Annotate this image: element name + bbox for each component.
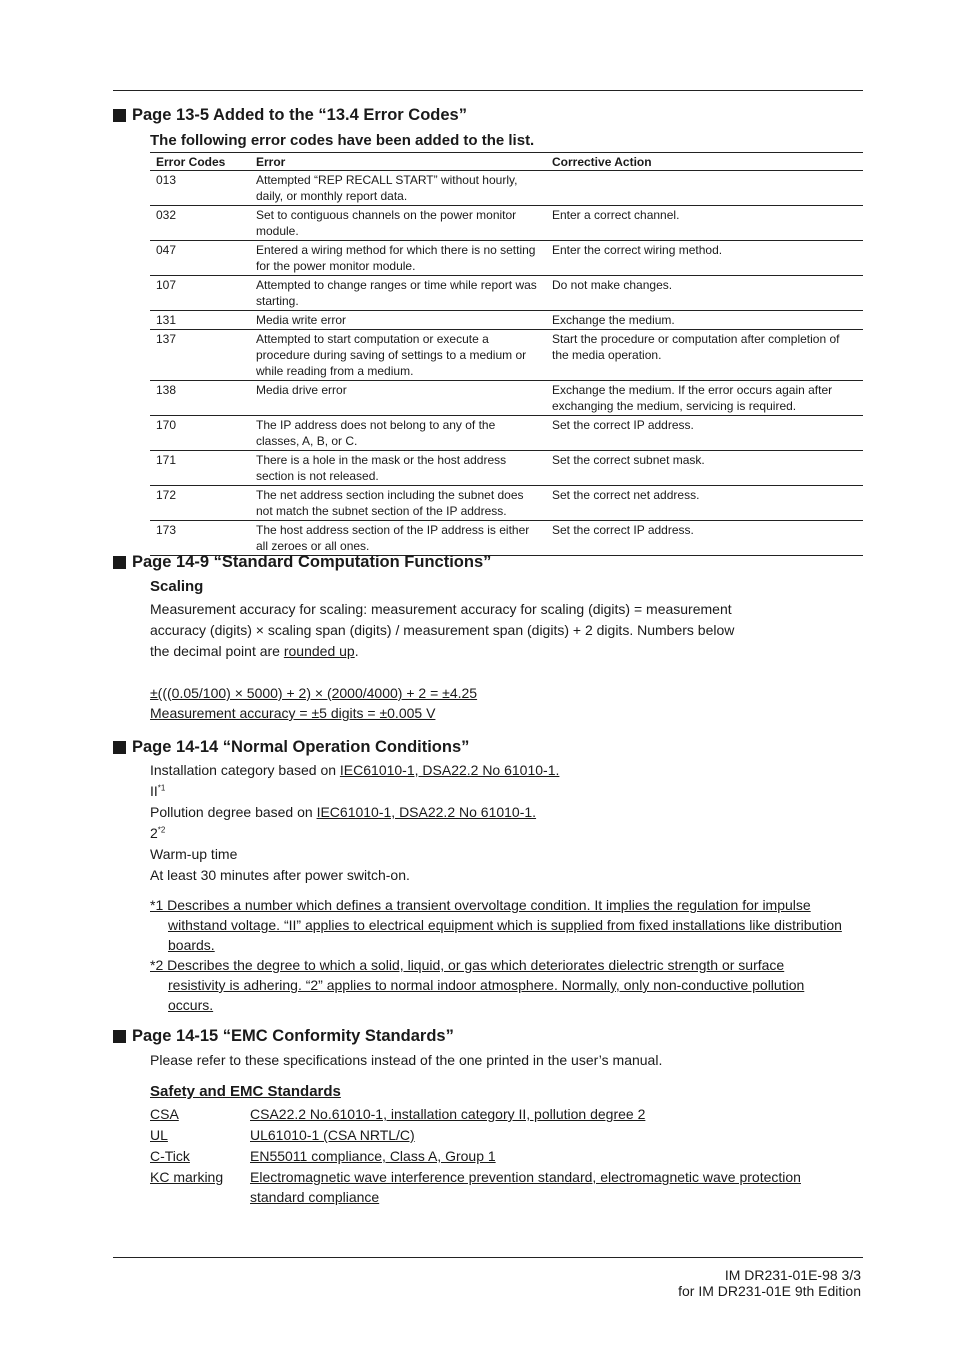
error-code-cell: 171 — [150, 451, 250, 486]
corrective-action-cell: Exchange the medium. — [546, 311, 863, 330]
text: Installation category based on — [150, 762, 340, 778]
scaling-paragraph-line1: Measurement accuracy for scaling: measurement accuracy for scaling (digits) = measurement — [150, 601, 732, 617]
error-code-cell: 131 — [150, 311, 250, 330]
bullet-square-icon — [113, 741, 126, 754]
error-desc-cell: Attempted to change ranges or time while report was starting. — [250, 276, 546, 311]
text: the decimal point are — [150, 643, 284, 659]
pollution-degree-line — [150, 802, 536, 823]
error-desc-cell: The net address section including the subnet does not match the subnet section of the IP address. — [250, 486, 546, 521]
section-heading-emc — [113, 1027, 454, 1046]
error-code-cell: 032 — [150, 206, 250, 241]
corrective-action-cell: Set the correct IP address. — [546, 416, 863, 451]
footnote-1 — [150, 895, 866, 955]
error-codes-intro: The following error codes have been added to the list. — [150, 132, 535, 149]
bullet-square-icon — [113, 1030, 126, 1043]
corrective-action-cell: Set the correct subnet mask. — [546, 451, 863, 486]
bullet-square-icon — [113, 556, 126, 569]
corrective-action-cell: Enter the correct wiring method. — [546, 241, 863, 276]
pollution-degree-value — [150, 823, 165, 844]
corrective-action-cell: Start the procedure or computation after completion of the media operation. — [546, 330, 863, 381]
error-desc-cell: Attempted “REP RECALL START” without hourly, daily, or monthly report data. — [250, 171, 546, 206]
standard-key: KC marking — [150, 1169, 224, 1185]
installation-category-line — [150, 760, 559, 781]
standard-value: CSA22.2 No.61010-1, installation category II, pollution degree 2 — [250, 1106, 646, 1122]
footnote-ref: *1 — [157, 783, 166, 793]
standard-ref: IEC61010-1, DSA22.2 No 61010-1. — [316, 804, 537, 820]
error-desc-cell: Media write error — [250, 311, 546, 330]
standard-value: Electromagnetic wave interference prevention standard, electromagnetic wave protection — [250, 1169, 801, 1185]
value: 2 — [150, 825, 158, 841]
footnote-line: *2 Describes the degree to which a solid, liquid, or gas which deteriorates dielectric strength or surface — [150, 957, 785, 973]
table-row — [150, 241, 863, 276]
standard-key: C-Tick — [150, 1148, 190, 1164]
section-heading-operation-conditions — [113, 738, 469, 757]
col-header-error: Error — [250, 153, 546, 171]
error-code-cell: 013 — [150, 171, 250, 206]
section-heading-error-codes — [113, 106, 467, 125]
section-heading-computation — [113, 553, 491, 572]
error-code-cell: 047 — [150, 241, 250, 276]
standard-ref: IEC61010-1, DSA22.2 No 61010-1. — [339, 762, 560, 778]
value: II — [150, 783, 158, 799]
error-desc-cell: Entered a wiring method for which there is no setting for the power monitor module. — [250, 241, 546, 276]
bullet-square-icon — [113, 109, 126, 122]
footnote-line: withstand voltage. “II” applies to electrical equipment which is supplied from fixed installations like distribution — [168, 917, 842, 933]
table-row — [150, 521, 863, 556]
heading-text: Page 14-15 “EMC Conformity Standards” — [132, 1027, 454, 1045]
rounded-up-text: rounded up — [283, 643, 355, 659]
standard-value: UL61010-1 (CSA NRTL/C) — [250, 1127, 415, 1143]
standards-subheading: Safety and EMC Standards — [150, 1083, 341, 1100]
corrective-action-cell: Exchange the medium. If the error occurs again after exchanging the medium, servicing is required. — [546, 381, 863, 416]
col-header-code: Error Codes — [150, 153, 250, 171]
warmup-value: At least 30 minutes after power switch-on. — [150, 867, 410, 883]
installation-category-value — [150, 781, 165, 802]
warmup-label: Warm-up time — [150, 846, 238, 862]
footnote-ref: *2 — [157, 825, 166, 835]
error-desc-cell: The host address section of the IP address is either all zeroes or all ones. — [250, 521, 546, 556]
footnote-line: *1 Describes a number which defines a transient overvoltage condition. It implies the regulation for impulse — [150, 897, 811, 913]
corrective-action-cell: Set the correct IP address. — [546, 521, 863, 556]
standard-value: EN55011 compliance, Class A, Group 1 — [250, 1148, 496, 1164]
table-header-row — [150, 153, 863, 171]
error-desc-cell: The IP address does not belong to any of the classes, A, B, or C. — [250, 416, 546, 451]
table-row — [150, 206, 863, 241]
error-code-cell: 137 — [150, 330, 250, 381]
footer-edition: for IM DR231-01E 9th Edition — [678, 1283, 861, 1299]
table-row — [150, 276, 863, 311]
error-desc-cell: There is a hole in the mask or the host address section is not released. — [250, 451, 546, 486]
table-row — [150, 416, 863, 451]
heading-text: Page 14-9 “Standard Computation Functions” — [132, 553, 492, 571]
scaling-paragraph-line3 — [150, 641, 359, 662]
table-row — [150, 381, 863, 416]
table-row — [150, 311, 863, 330]
col-header-action: Corrective Action — [546, 153, 863, 171]
text: . — [354, 643, 359, 659]
error-code-cell: 107 — [150, 276, 250, 311]
footnote-line: resistivity is adhering. “2” applies to normal indoor atmosphere. Normally, only non-conductive pollution — [168, 977, 805, 993]
table-row — [150, 171, 863, 206]
footer-doc-id: IM DR231-01E-98 3/3 — [724, 1267, 861, 1283]
formula-line1: ±(((0.05/100) × 5000) + 2) × (2000/4000) + 2 = ±4.25 — [150, 685, 478, 701]
footnote-line: occurs. — [168, 997, 214, 1013]
bottom-rule — [113, 1257, 863, 1258]
error-code-cell: 170 — [150, 416, 250, 451]
emc-intro: Please refer to these specifications instead of the one printed in the user’s manual. — [150, 1052, 663, 1068]
text: Pollution degree based on — [150, 804, 317, 820]
corrective-action-cell: Enter a correct channel. — [546, 206, 863, 241]
standard-value: standard compliance — [250, 1189, 380, 1205]
formula-line2: Measurement accuracy = ±5 digits = ±0.005 V — [150, 705, 436, 721]
heading-text: Page 13-5 Added to the “13.4 Error Codes” — [132, 106, 467, 124]
table-row — [150, 451, 863, 486]
scaling-subheading: Scaling — [150, 578, 204, 595]
scaling-paragraph-line2: accuracy (digits) × scaling span (digits) / measurement span (digits) + 2 digits. Numbers below — [150, 622, 735, 638]
error-code-cell: 173 — [150, 521, 250, 556]
footnote-2 — [150, 955, 866, 1015]
standard-key: UL — [150, 1127, 168, 1143]
corrective-action-cell: Set the correct net address. — [546, 486, 863, 521]
error-desc-cell: Media drive error — [250, 381, 546, 416]
error-codes-table — [150, 152, 863, 556]
standard-key: CSA — [150, 1106, 179, 1122]
footnote-line: boards. — [168, 937, 215, 953]
top-rule — [113, 90, 863, 91]
error-desc-cell: Set to contiguous channels on the power monitor module. — [250, 206, 546, 241]
error-code-cell: 138 — [150, 381, 250, 416]
heading-text: Page 14-14 “Normal Operation Conditions” — [132, 738, 470, 756]
error-code-cell: 172 — [150, 486, 250, 521]
table-row — [150, 486, 863, 521]
error-desc-cell: Attempted to start computation or execute a procedure during saving of settings to a medium or while reading from a medium. — [250, 330, 546, 381]
corrective-action-cell — [546, 171, 863, 206]
corrective-action-cell: Do not make changes. — [546, 276, 863, 311]
table-row — [150, 330, 863, 381]
